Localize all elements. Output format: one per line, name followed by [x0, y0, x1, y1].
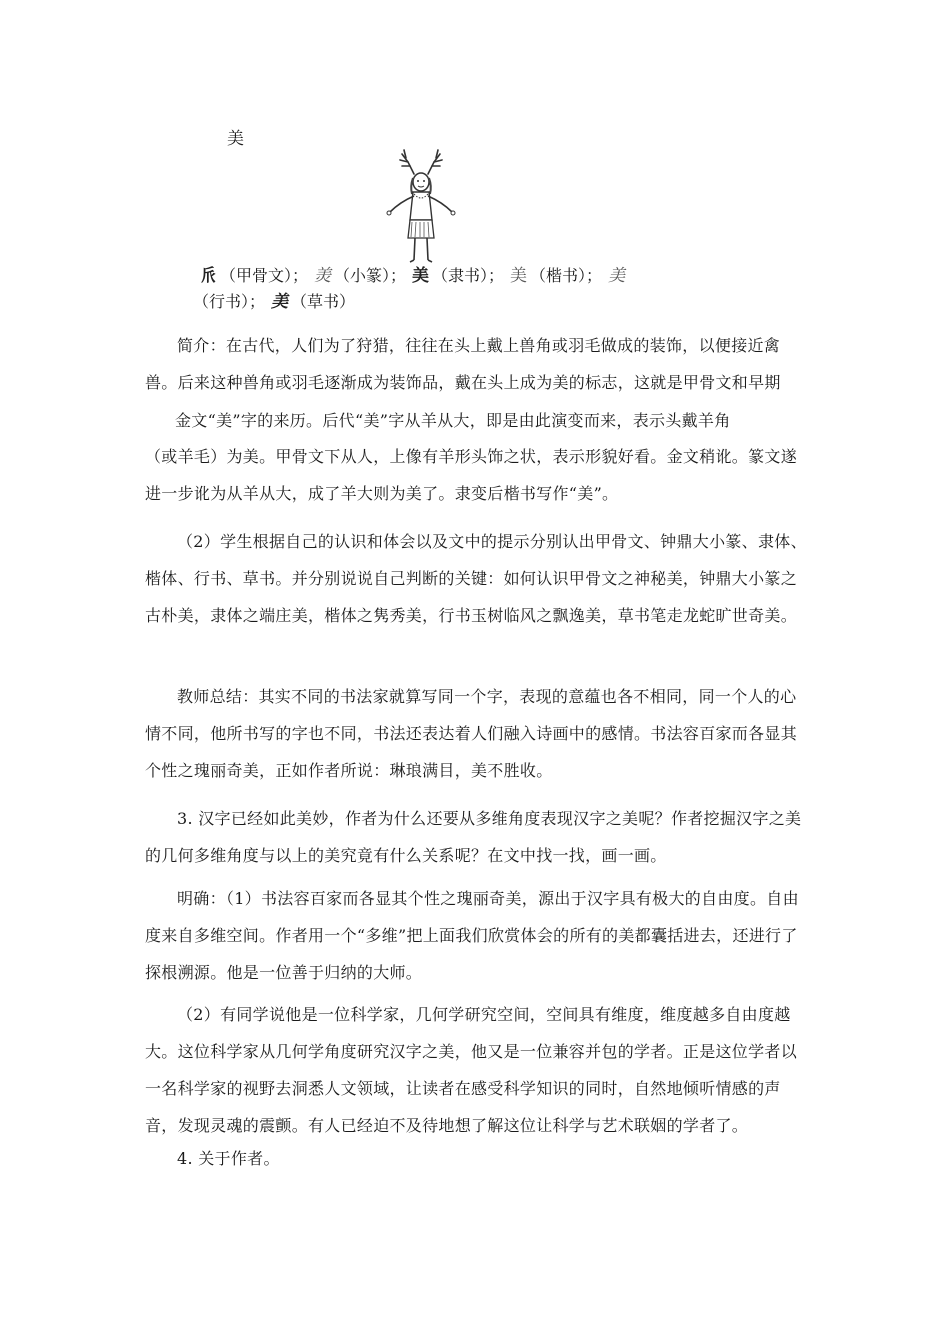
question-3-text: 3. 汉字已经如此美妙，作者为什么还要从多维角度表现汉字之美呢？作者挖掘汉字之美的几何多维角度与以上的美究竟有什么关系呢？在文中找一找，画一画。	[145, 809, 802, 865]
small-seal-glyph: 羙	[314, 266, 332, 286]
script-forms-line-2	[193, 290, 355, 314]
oracle-bone-glyph: 𠂢	[200, 266, 217, 286]
teacher-summary-paragraph	[145, 678, 810, 789]
intro-paragraph	[145, 327, 810, 401]
regular-script-glyph: 美	[510, 266, 528, 286]
teacher-summary-text: 教师总结：其实不同的书法家就算写同一个字，表现的意蕴也各不相同，同一个人的心情不同，他所书写的字也不同，书法还表达着人们融入诗画中的感情。书法容百家而各显其个性之瑰丽奇美，正如作者所说：琳琅满目，美不胜收。	[145, 687, 798, 780]
clarification-1-paragraph	[145, 880, 810, 991]
small-seal-label: （小篆）；	[334, 266, 407, 285]
origin-text: 金文“美”字的来历。后代“美”字从羊从大，即是由此演变而来，表示头戴羊角	[175, 411, 731, 430]
about-author-text: 4. 关于作者。	[177, 1149, 280, 1168]
clarification-2-paragraph	[145, 996, 810, 1144]
student-recognition-paragraph	[145, 523, 810, 634]
running-script-label: （行书）；	[193, 292, 266, 311]
clerical-label: （隶书）；	[432, 266, 505, 285]
character-heading: 美	[227, 129, 245, 149]
oracle-bone-label: （甲骨文）；	[220, 266, 309, 285]
cursive-script-label: （草书）	[291, 292, 356, 311]
intro-text: 简介：在古代，人们为了狩猎，往往在头上戴上兽角或羽毛做成的装饰，以便接近禽兽。后来这种兽角或羽毛逐渐成为装饰品，戴在头上成为美的标志，这就是甲骨文和早期	[145, 336, 781, 392]
clarification-2-text: （2）有同学说他是一位科学家，几何学研究空间，空间具有维度，维度越多自由度越大。这位科学家从几何学角度研究汉字之美，他又是一位兼容并包的学者。正是这位学者以一名科学家的视野去洞悉人文领域，让读者在感受科学知识的同时，自然地倾听情感的声音，发现灵魂的震颤。有人已经迫不及待地想了解这位让科学与艺术联姻的学者了。	[145, 1005, 798, 1135]
cursive-script-glyph: 美	[271, 292, 289, 312]
horned-figure-illustration	[380, 148, 462, 266]
origin-paragraph	[175, 402, 815, 439]
running-script-glyph: 美	[608, 266, 626, 286]
script-forms-line-1	[200, 264, 628, 288]
evolution-text: （或羊毛）为美。甲骨文下从人，上像有羊形头饰之状，表示形貌好看。金文稍讹。篆文遂进一步讹为从羊从大，成了羊大则为美了。隶变后楷书写作“美”。	[145, 447, 798, 503]
question-3-paragraph	[145, 800, 810, 874]
evolution-paragraph	[145, 438, 810, 512]
about-author-heading	[145, 1140, 810, 1177]
clerical-glyph: 美	[412, 266, 430, 286]
student-recognition-text: （2）学生根据自己的认识和体会以及文中的提示分别认出甲骨文、钟鼎大小篆、隶体、楷体、行书、草书。并分别说说自己判断的关键：如何认识甲骨文之神秘美，钟鼎大小篆之古朴美，隶体之端庄美，楷体之隽秀美，行书玉树临风之飘逸美，草书笔走龙蛇旷世奇美。	[145, 532, 807, 625]
clarification-1-text: 明确：（1）书法容百家而各显其个性之瑰丽奇美，源出于汉字具有极大的自由度。自由度来自多维空间。作者用一个“多维”把上面我们欣赏体会的所有的美都囊括进去，还进行了探根溯源。他是一位善于归纳的大师。	[145, 889, 799, 982]
regular-script-label: （楷书）；	[530, 266, 603, 285]
